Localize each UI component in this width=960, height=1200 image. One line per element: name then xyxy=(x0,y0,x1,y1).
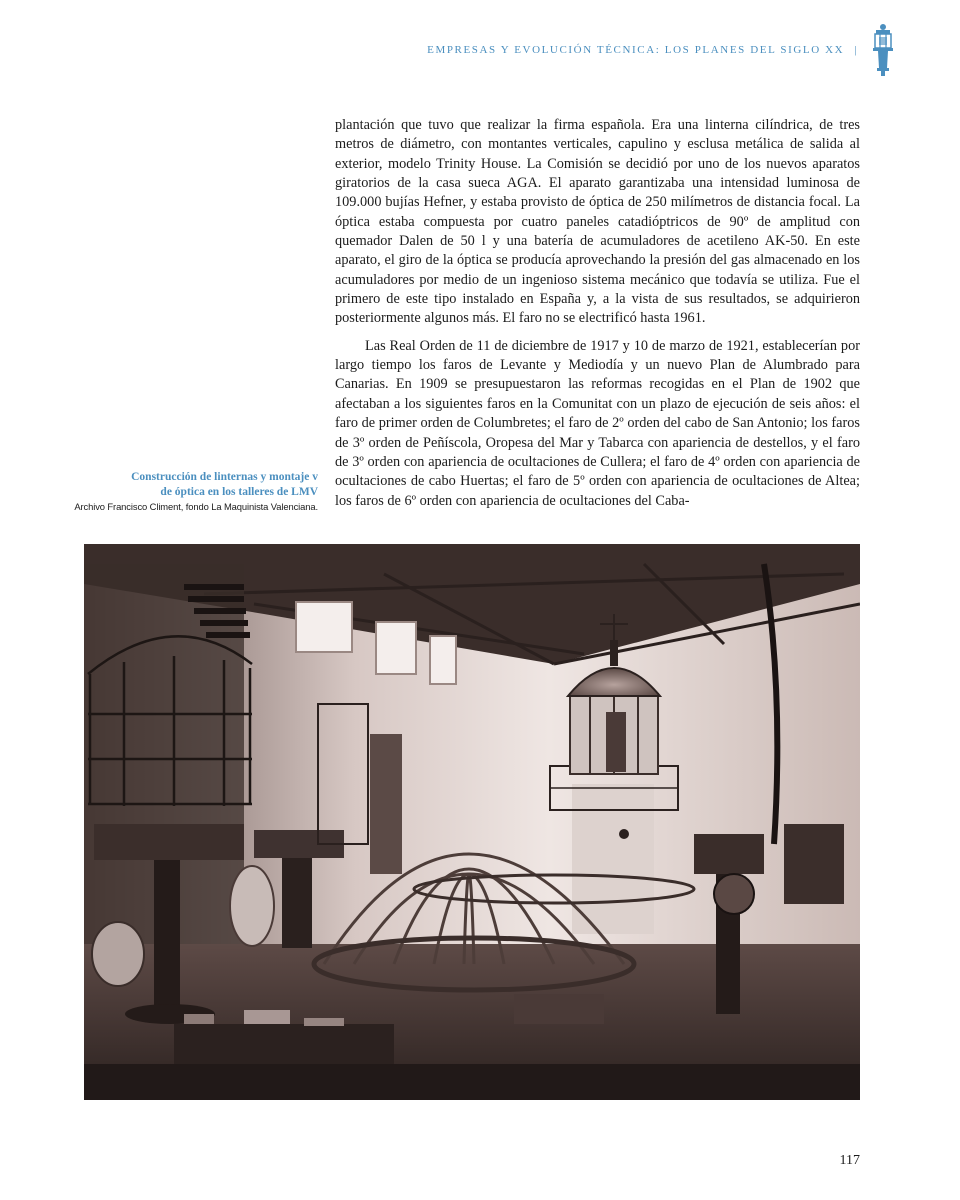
caption-title xyxy=(60,470,318,500)
lighthouse-emblem-icon xyxy=(872,22,894,76)
caption-arrow-icon: v xyxy=(312,471,318,483)
workshop-photo-illustration xyxy=(84,544,860,1100)
caption-credit: Archivo Francisco Climent, fondo La Maquinista Valenciana. xyxy=(74,501,318,512)
figure-caption xyxy=(60,470,318,514)
body-paragraph: plantación que tuvo que realizar la firma española. Era una linterna cilíndrica, de tres metros de diámetro, con montantes verticales, capulino y esclusa metálica de salida al exterior, modelo Trinity House. La Comisión se decidió por uno de los nuevos aparatos giratorios de la casa sueca AGA. El aparato garantizaba una intensidad luminosa de 109.000 bujías Hefner, y estaba provisto de óptica de 250 milímetros de distancia focal. La óptica estaba compuesta por cuatro paneles catadióptricos de 90º de amplitud con quemador Dalen de 50 l y una batería de acumuladores de acetileno AK-50. En este aparato, el giro de la óptica se producía aprovechando la presión del gas almacenado en los acumuladores por medio de un ingenioso sistema mecánico que todavía se utiliza. Fue el primero de este tipo instalado en España y, a la vista de sus resultados, se adquirieron posteriormente algunos más. El faro no se electrificó hasta 1961. xyxy=(335,117,860,327)
page-number: 117 xyxy=(839,1153,860,1168)
body-paragraph: Las Real Orden de 11 de diciembre de 1917 y 10 de marzo de 1921, establecerían por largo tiempo los faros de Levante y Mediodía y un nuevo Plan de Alumbrado para Canarias. En 1909 se presupuestaron las reformas recogidas en el Plan de 1902 que afectaban a los siguientes faros en la Comunitat con un plazo de ejecución de seis años: el faro de primer orden de Columbretes; el faro de 2º orden del cabo de San Antonio; los faros de 3º orden de Peñíscola, Oropesa del Mar y Tabarca con apariencia de destellos, y el faro de 3º orden con apariencia de ocultaciones de Cullera; el faro de 4º orden con apariencia de ocultaciones de cabo Huertas; el faro de 5º orden con apariencia de ocultaciones de Altea; los faros de 6º orden con apariencia de ocultaciones del Caba- xyxy=(335,337,860,509)
caption-title-line1: Construcción de linternas y montaje xyxy=(131,471,310,483)
running-head-title: EMPRESAS Y EVOLUCIÓN TÉCNICA: LOS PLANES DEL SIGLO XX xyxy=(427,44,845,56)
running-head xyxy=(427,44,858,56)
caption-title-line2: de óptica en los talleres de LMV xyxy=(160,486,318,498)
running-head-separator: | xyxy=(854,44,858,56)
workshop-photo xyxy=(84,544,860,1100)
body-text xyxy=(335,116,860,519)
